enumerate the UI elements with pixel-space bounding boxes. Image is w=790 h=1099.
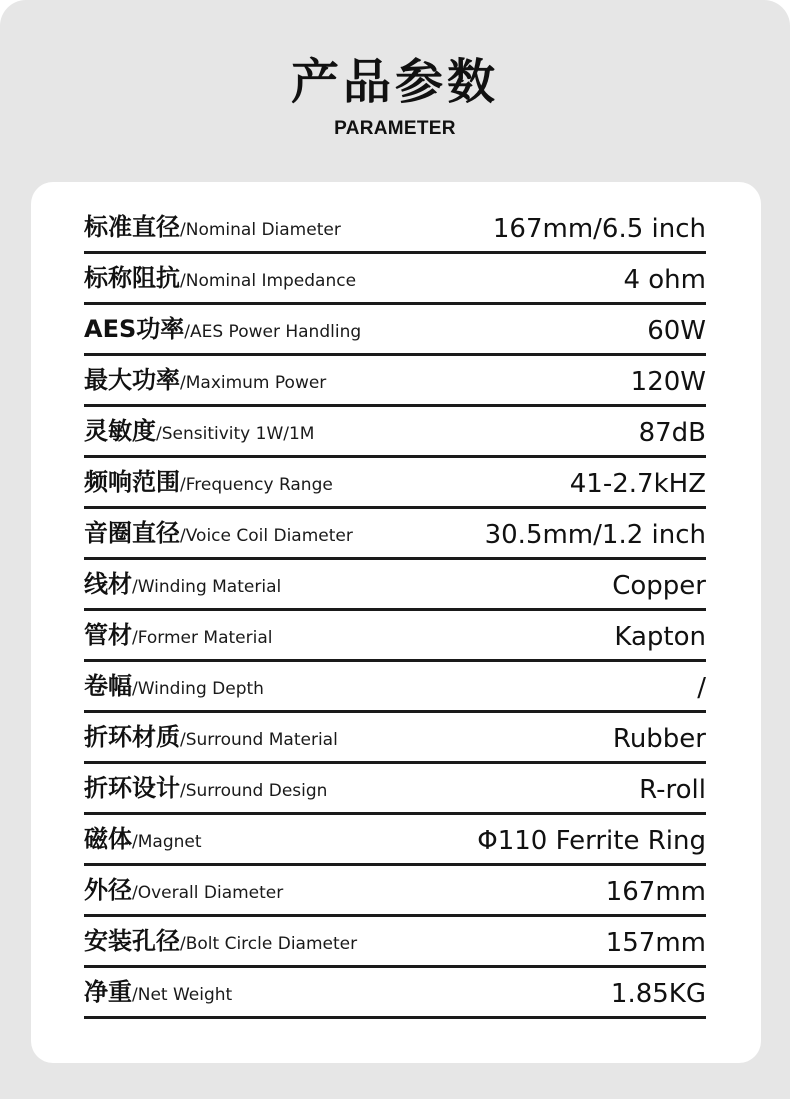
param-label [84,467,333,500]
param-label-en: /Winding Depth [132,679,264,699]
param-value: 60W [647,316,706,346]
param-value: Φ110 Ferrite Ring [477,826,706,856]
param-label-zh: 线材 [84,570,132,598]
param-label-zh: 音圈直径 [84,519,180,547]
param-label-en: /Overall Diameter [132,883,284,903]
param-value: Copper [612,571,706,601]
param-value: 1.85KG [610,979,706,1009]
param-row-maximum-power [84,356,706,407]
param-value: / [697,673,706,703]
param-label-zh: 净重 [84,978,132,1006]
param-label-zh: 折环设计 [84,774,180,802]
param-row-bolt-circle-diameter [84,917,706,968]
param-label [84,365,326,398]
param-label [84,773,327,806]
param-label-en: /Nominal Impedance [180,271,357,291]
param-row-surround-design [84,764,706,815]
param-label-en: /Net Weight [132,985,233,1005]
parameter-card [31,182,761,1063]
page-title: 产品参数 [290,54,499,110]
param-label-en: /Former Material [132,628,273,648]
param-label-zh: 管材 [84,621,132,649]
page-subtitle: PARAMETER [334,118,456,139]
param-label [84,416,314,449]
param-label-zh: 卷幅 [84,672,132,700]
param-row-nominal-impedance [84,254,706,305]
param-value: 87dB [638,418,706,448]
param-label [84,314,361,347]
param-row-nominal-diameter [84,203,706,254]
param-label-en: /Surround Design [180,781,328,801]
param-label-en: /Surround Material [180,730,338,750]
param-value: 41-2.7kHZ [569,469,706,499]
param-label-en: /Voice Coil Diameter [180,526,353,546]
param-label-en: /AES Power Handling [184,322,362,342]
param-value: 157mm [605,928,706,958]
param-label [84,263,356,296]
param-label-en: /Sensitivity 1W/1M [156,424,315,444]
param-label-zh: 灵敏度 [84,417,156,445]
param-label-zh: 频响范围 [84,468,180,496]
param-row-magnet [84,815,706,866]
param-row-winding-material [84,560,706,611]
param-label [84,824,202,857]
param-row-winding-depth [84,662,706,713]
param-label [84,212,341,245]
param-value: R-roll [639,775,706,805]
param-value: Rubber [612,724,706,754]
param-label-zh: AES功率 [84,315,185,343]
param-label [84,518,353,551]
param-label [84,722,338,755]
param-row-frequency-range [84,458,706,509]
param-label-zh: 外径 [84,876,132,904]
param-label-en: /Nominal Diameter [180,220,341,240]
param-label-zh: 最大功率 [84,366,180,394]
param-label-en: /Frequency Range [180,475,333,495]
param-label-zh: 标准直径 [84,213,180,241]
param-row-former-material [84,611,706,662]
param-label [84,977,232,1010]
param-label-en: /Maximum Power [180,373,327,393]
param-label [84,671,264,704]
param-value: 120W [630,367,706,397]
param-label-en: /Winding Material [132,577,282,597]
param-label-zh: 磁体 [84,825,132,853]
param-value: 30.5mm/1.2 inch [484,520,706,550]
param-row-sensitivity [84,407,706,458]
param-label-zh: 标称阻抗 [84,264,180,292]
param-label [84,875,283,908]
param-value: 167mm [605,877,706,907]
param-value: 4 ohm [623,265,706,295]
param-label [84,620,272,653]
param-row-surround-material [84,713,706,764]
param-value: 167mm/6.5 inch [492,214,706,244]
param-row-overall-diameter [84,866,706,917]
param-row-voice-coil-diameter [84,509,706,560]
param-label-en: /Magnet [132,832,202,852]
param-label-zh: 折环材质 [84,723,180,751]
param-label [84,926,357,959]
param-label-en: /Bolt Circle Diameter [180,934,358,954]
param-value: Kapton [614,622,706,652]
parameter-list [84,203,706,1019]
param-label-zh: 安装孔径 [84,927,180,955]
param-row-net-weight [84,968,706,1019]
param-label [84,569,281,602]
param-row-aes-power [84,305,706,356]
